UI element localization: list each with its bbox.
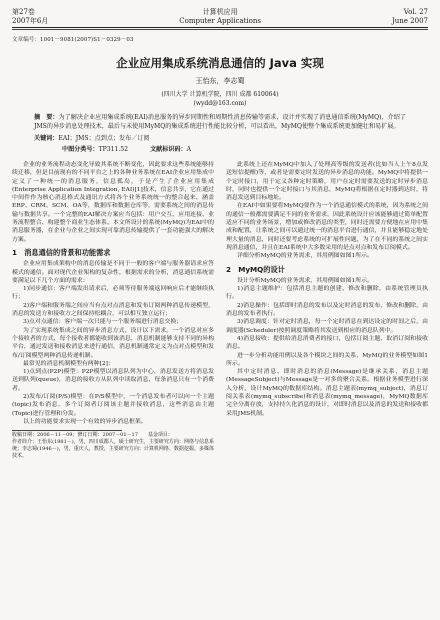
section-1-paragraph: 3)点对点通信：客户端一次只能与一个服务端进行消息交换；	[23, 319, 183, 326]
section-2-paragraph: 其中定时消息、即时消息的消息(Message)是继承关系，消息主题(MessageSubject)与Message是一对多的聚合关系。根据业务模型进行深入分析，设计MyMQ的数据库结构。消息主题表(mymq_subject)，消息订阅关系表(mymq_subscribe)和消息表(mymq_message)，MyMQ数据库完全分离存放，支持持久化消息的设计，对即时消息以及消息的发送和接收都采用JMS机制。	[226, 369, 428, 417]
doc-label: 文献标识码：	[150, 146, 187, 153]
keywords-label: 关键词：	[34, 135, 59, 142]
journal-name-en: Computer Applications	[179, 16, 261, 25]
volume-en: Vol. 27	[403, 8, 428, 16]
section-2-paragraph: 2)消息操作：包括即时消息的发布以及定时消息的发布，修改和删除，由消息的发布者执行。	[226, 302, 428, 318]
right-paragraph: 详细分析MyMQ的业务需求，其用例图如图1所示。	[237, 253, 373, 260]
abstract	[34, 113, 406, 131]
right-paragraph: 在EAI中如果要将MyMQ要作为一个消息通信模式的系统，因为系统之间的通信一般都需要满足不同的业务需求，因此系统设计应该能够通过简单配置适应不同的业务场景，增加或修改消息的类型，同时还需要方便地在应用中集成和配置，让系统之间可以通过统一的消息平台进行通信，并且能够稳定地处理大量的消息，同时还要考虑系统的可扩展性问题，为了在不同的系统之间实现消息通信，并且在EAI系统中大多数采用的是点对点和发布订阅模式。	[226, 203, 428, 251]
doc-value: A	[186, 146, 192, 153]
classification	[62, 144, 406, 153]
clc-value: TP311.52	[98, 146, 129, 153]
abstract-label: 摘 要：	[34, 114, 59, 121]
section-2-paragraph: 4)消息接收：提供给消息消费者的接口，包括订阅主题、取消订阅和接收消息。	[226, 335, 428, 351]
header-right	[392, 8, 428, 25]
author-email: (wydd@163.com)	[193, 100, 247, 107]
running-header	[12, 8, 428, 25]
authors: 王怡东，李志蜀	[195, 77, 245, 85]
article-number: 文章编号：1001－9081(2007)S1－0329－03	[12, 37, 134, 43]
paper-title: 企业应用集成系统消息通信的 Java 实现	[116, 56, 324, 70]
affiliation: (四川大学 计算机学院，四川 成都 610064)	[161, 91, 279, 98]
section-1-paragraph: 企业应用集成架构中的消息传输是不同于一般的客户端与服务器请求应答模式的通信。面对现代企业架构的复杂性，根据需求的分析，消息通信系统需要满足以下几个方面的需求：	[12, 261, 214, 284]
section-2-title: 2 MyMQ的设计	[226, 264, 285, 274]
right-column	[226, 161, 428, 459]
section-1-paragraph: 为了实现系统集成之间的异步消息方式，设计以下需求。一个消息对应多个接收者的方式，每个接收者都能收到该消息，消息机制能够支持不同的异构平台，通过发送和接收消息来进行通信，消息机制通常定义为点对点模型和发布/订阅模型两种消息传递机制。	[12, 327, 214, 359]
header-rule-thin	[12, 29, 428, 30]
abstract-text: 为了解决企业应用集成系统(EAI)消息服务的异步同期性和周期性消息传输等需求，设计并实现了消息通信系统(MyMQ)，介绍了JMS的异步消息处理技术，最后与未使用MyMQ的集成系统进行性能比较分析，可以看出，MyMQ使整个集成系统更加健壮和易扩展。	[34, 114, 406, 130]
header-center	[179, 8, 261, 25]
intro-paragraph: 企业的业务流程动态变化导致其系统不断变化，因此要求这些系统能够持续迁移，但是目前现有的不同平台之上的各种业务系统在EAI企业应用集成中定义了一种统一的消息服务，信息孤岛，于是产生了企业应用集成(Enterprise Application Integration, EAI)[1]技术，信息共享，它在通过中间件作为核心消息格式及通讯方式将各个业务系统统一的整合起来，涵盖ERP、CRM、SCM、OA等，数据库和数据仓库等，需要系统之间的消息传输与数据共享。一个完整的EAI解决方案应当包括：用户交互、应用连接、业务流程整合、构建整个商业生态体系。本文所设计的系统(MyMQ)为EAI中的消息服务器，在企业与企业之间实现可靠消息传输提供了一套功能强大的解决方案。	[12, 162, 214, 243]
left-column	[12, 161, 214, 459]
section-1-paragraph: 2)客户端和服务端之间应当有点对点消息和发布订阅两种消息传递模型，消息的发送方和接收方之间保持松耦合，可以相互独立运行；	[12, 302, 214, 318]
footnote-received: 收稿日期：2006－11－09；修订日期：2007－01－17 基金项目：	[12, 432, 173, 439]
keywords	[34, 133, 406, 142]
clc-label: 中图分类号：	[62, 146, 99, 153]
issue-date-en: June 2007	[391, 16, 428, 25]
body-columns	[12, 161, 428, 459]
keywords-text: EAI；JMS；点到点；发布／订阅	[58, 135, 150, 142]
closing-paragraph: 以上的功能要求实现一个有效的异步消息框架。	[23, 418, 147, 425]
doc-code	[150, 144, 191, 153]
footnote-bio: 作者简介：王怡东(1981－)，男，四川成都人，硕士研究生，主要研究方向：网络与信息系统；李志蜀(1946－)，男，重庆人，教授，主要研究方向：计算机网络、数据挖掘、多媒体技术。	[12, 439, 214, 459]
volume: 第27卷	[12, 8, 35, 16]
model-item: 1)点到点(P2P)模型：P2P模型以消息队列为中心，消息发送方将消息发送到队列(queue)，消息的接收方从队列中读取消息，每条消息只有一个消费者。	[12, 369, 214, 392]
section-2-paragraph: 3)消息调度：针对定时消息，每一个定时消息在到达设定的时间之后，由调度器(Scheduler)按照调度策略将其发送到相应的消息队列中。	[226, 319, 428, 334]
section-2-paragraph: 进一步分析功能用例以及各个模块之间的关系，MyMQ的业务模型如图1所示。	[226, 352, 428, 367]
header-left	[12, 8, 48, 25]
section-1-paragraph: 1)同步通信：客户端发出请求后，必须等待服务端返回响应后才能继续执行；	[12, 286, 214, 301]
footnote	[12, 432, 214, 459]
model-item: 2)发布/订阅(P/S)模型：在P/S模型中，一个消息发布者可以向一个主题(topic)发布消息，多个订阅者订阅该主题并接收消息，这些消息由主题(Topic)进行管理和分发。	[12, 394, 214, 417]
journal-name-cn: 计算机应用	[202, 8, 238, 16]
right-paragraph: 此系统上还在MyMQ中加入了处理高等级的发送者(比如当人上午8点发送短信提醒)等，或者是需要定时发送的异步消息的功能。MyMQ中将提供一个定时接口，用于定义各种定时策略，用户在定时需要发送的定时异步消息时，同时也提供一个定时接口与其消息，MyMQ将根据在定时器到达时，将消息发送到目标地址。	[226, 162, 428, 202]
issue-date: 2007年6月	[12, 16, 49, 25]
clc-code	[62, 144, 128, 153]
model-intro: 最常见的消息机制模型有两种[2]：	[23, 360, 114, 367]
header-rule	[12, 27, 428, 28]
section-2-paragraph: 设计分析MyMQ的业务需求，其用例图如图1所示。	[237, 277, 373, 284]
section-2-paragraph: 1)消息主题维护：包括消息主题的创建、修改和删除，由系统管理员执行。	[226, 286, 428, 301]
section-1-title: 1 消息通信的背景和功能需求	[12, 247, 111, 257]
